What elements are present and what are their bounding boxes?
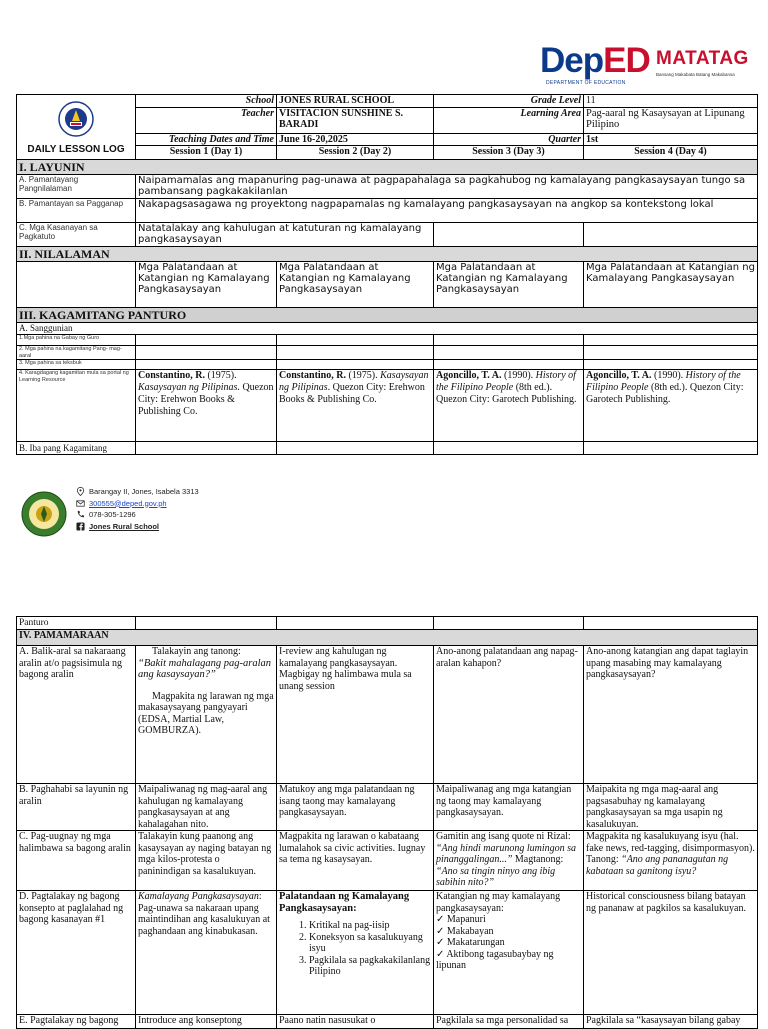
- step-e-s2: Paano natin nasusukat o: [277, 1015, 434, 1029]
- ref-row-4-label: 4. Karagdagang kagamitan mula sa portal ng Learning Resource: [17, 370, 136, 442]
- grade-value: 11: [584, 95, 758, 108]
- ref-s3: Agoncillo, T. A. (1990). History of the Filipino People (8th ed.). Quezon City: Garotech Publishing.: [434, 370, 584, 442]
- step-a-s4: Ano-anong katangian ang dapat taglayin upang masabing may kamalayang pangkasaysayan?: [584, 646, 758, 784]
- layunin-c-text: Natatalakay ang kahulugan at katuturan ng kamalayang pangkasaysayan: [136, 223, 434, 247]
- step-b-s4: Maipakita ng mga mag-aaral ang pagsasabuhay ng kamalayang pangkasaysayan sa mga usapin ng kasalukuyan.: [584, 784, 758, 831]
- footer-phone-row: [76, 509, 199, 521]
- footer-school-row: [76, 521, 199, 533]
- deped-wordmark: DepED: [540, 41, 650, 80]
- footer-info: [76, 486, 199, 532]
- deped-seal-icon: [58, 101, 94, 137]
- check-icon: ✓: [436, 914, 447, 925]
- nilalaman-s3: Mga Palatandaan at Katangian ng Kamalayang Pangkasaysayan: [434, 262, 584, 308]
- session-1-header: Session 1 (Day 1): [136, 146, 277, 160]
- list-item: ✓ Mapanuri: [436, 914, 486, 925]
- step-a-s3: Ano-anong palatandaan ang napag-aralan kahapon?: [434, 646, 584, 784]
- step-c-s1: Talakayin kung paanong ang kasaysayan ay naging batayan ng mga kilos-protesta o paninindigan sa kasalukuyan.: [136, 831, 277, 891]
- step-e-s1: Introduce ang konseptong: [136, 1015, 277, 1029]
- ref-row-3-label: 3. Mga pahina sa teksbuk: [17, 360, 136, 370]
- step-e-s4: Pagkilala sa “kasaysayan bilang gabay: [584, 1015, 758, 1029]
- ref-s4: Agoncillo, T. A. (1990). History of the Filipino People (8th ed.). Quezon City: Garotech Publishing.: [584, 370, 758, 442]
- ref-row-2-label: 2. Mga pahina na kagamitang Pang- mag-aaral: [17, 346, 136, 360]
- ref-s1: Constantino, R. (1975). Kasaysayan ng Pilipinas. Quezon City: Erehwon Books & Publishing Co.: [136, 370, 277, 442]
- pamamaraan-table: [16, 616, 758, 1029]
- phone-icon: [76, 510, 85, 519]
- check-icon: ✓: [436, 925, 447, 937]
- grade-label: Grade Level: [434, 95, 584, 108]
- quarter-value: 1st: [584, 134, 758, 146]
- nilalaman-s4: Mga Palatandaan at Katangian ng Kamalayang Pangkasaysayan: [584, 262, 758, 308]
- list-item: 2. Koneksyon sa kasalukuyang isyu: [309, 932, 431, 955]
- email-icon: [76, 499, 85, 508]
- layunin-b-text: Nakapagsasagawa ng proyektong nagpapamalas ng kamalayang pangkasaysayan na angkop sa kontekstong lokal: [136, 199, 758, 223]
- sanggunian-text: A. Sanggunian: [19, 323, 73, 333]
- facebook-icon: [76, 522, 85, 531]
- step-d-label: D. Pagtalakay ng bagong konsepto at paglalahad ng bagong kasanayan #1: [17, 891, 136, 1015]
- palatandaan-list: [279, 920, 431, 978]
- step-d-s3: Katangian ng may kamalayang pangkasaysayan: ✓ Mapanuri ✓ Makabayan ✓ Makatarungan ✓ Aktibong tagasubaybay ng lipunan: [434, 891, 584, 1015]
- matatag-wordmark: MATATAG: [656, 48, 749, 69]
- section-nilalaman: II. NILALAMAN: [17, 247, 758, 262]
- section-layunin: I. LAYUNIN: [17, 160, 758, 175]
- quarter-label: Quarter: [434, 134, 584, 146]
- list-item: 1. Kritikal na pag-iisip: [309, 920, 431, 932]
- list-item: 3. Pagkilala sa pagkakakilanlang Pilipino: [309, 955, 431, 978]
- step-a-s2: I-review ang kahulugan ng kamalayang pangkasaysayan. Magbigay ng halimbawa mula sa unang session: [277, 646, 434, 784]
- teacher-value: VISITACION SUNSHINE S. BARADI: [277, 108, 434, 134]
- deped-subtitle: DEPARTMENT OF EDUCATION: [546, 80, 626, 86]
- footer-address-row: [76, 486, 199, 498]
- step-d-s4: Historical consciousness bilang batayan ng pananaw at pagkilos sa kasalukuyan.: [584, 891, 758, 1015]
- learning-area-value: Pag-aaral ng Kasaysayan at Lipunang Pilipino: [584, 108, 758, 134]
- lesson-log-table: [16, 94, 758, 455]
- teacher-label: Teacher: [136, 108, 277, 134]
- layunin-b-label: B. Pamantayan sa Pagganap: [17, 199, 136, 223]
- session-2-header: Session 2 (Day 2): [277, 146, 434, 160]
- step-d-s1: Kamalayang Pangkasaysayan: Pag-unawa sa nakaraan upang maintindihan ang kasalukuyan at paghandaan ang kinabukasan.: [136, 891, 277, 1015]
- footer-address: Barangay II, Jones, Isabela 3313: [89, 487, 199, 496]
- footer-phone: 078-305-1296: [89, 510, 136, 519]
- step-a-s1: Talakayin ang tanong: “Bakit mahalagang pag-aralan ang kasaysayan?” Magpakita ng larawan ng mga makasaysayang pangyayari (EDSA, Martial Law, GOMBURZA).: [136, 646, 277, 784]
- step-b-s3: Maipaliwanag ang mga katangian ng taong may kamalayang pangkasaysayan.: [434, 784, 584, 831]
- step-b-s1: Maipaliwanag ng mag-aaral ang kahulugan ng kamalayang pangkasaysayan at ang kahalagahan nito.: [136, 784, 277, 831]
- check-icon: ✓: [436, 948, 447, 960]
- layunin-a-label: A. Pamantayang Pangnilalaman: [17, 175, 136, 199]
- school-seal-icon: [20, 490, 68, 538]
- step-e-s3: Pagkilala sa mga personalidad sa: [434, 1015, 584, 1029]
- school-value: JONES RURAL SCHOOL: [277, 95, 434, 108]
- deped-logo: [540, 41, 652, 86]
- sanggunian-label: [17, 323, 758, 335]
- layunin-c-label: C. Mga Kasanayan sa Pagkatuto: [17, 223, 136, 247]
- page-footer: [20, 484, 320, 540]
- school-seal-cell: [17, 95, 136, 160]
- list-item: ✓ Makabayan: [436, 925, 494, 937]
- learning-area-label: Learning Area: [434, 108, 584, 134]
- check-icon: ✓: [436, 937, 447, 948]
- step-b-s2: Matukoy ang mga palatandaan ng isang taong may kamalayang pangkasaysayan.: [277, 784, 434, 831]
- ref-row-1-label: 1.Mga pahina na Gabay ng Guro: [17, 335, 136, 346]
- footer-school-link[interactable]: Jones Rural School: [89, 521, 160, 531]
- footer-email-link[interactable]: 300555@deped.gov.ph: [89, 498, 167, 508]
- step-c-s2: Magpakita ng larawan o kabataang lumalahok sa civic activities. Iugnay sa tema ng kasaysayan.: [277, 831, 434, 891]
- matatag-tagline: Bansang Makabata Batang Makabansa: [656, 72, 735, 77]
- iba-kagamitan-cont: Panturo: [17, 617, 136, 630]
- school-label: School: [136, 95, 277, 108]
- session-3-header: Session 3 (Day 3): [434, 146, 584, 160]
- list-item: ✓ Makatarungan: [436, 937, 505, 948]
- nilalaman-s2: Mga Palatandaan at Katangian ng Kamalayang Pangkasaysayan: [277, 262, 434, 308]
- dates-value: June 16-20,2025: [277, 134, 434, 146]
- footer-email-row: [76, 498, 199, 510]
- nilalaman-s1: Mga Palatandaan at Katangian ng Kamalayang Pangkasaysayan: [136, 262, 277, 308]
- step-c-s4: Magpakita ng kasalukuyang isyu (hal. fake news, red-tagging, disimpormasyon). Tanong: “Ano ang pananagutan ng kabataan sa ganitong isyu?: [584, 831, 758, 891]
- list-item: ✓ Aktibong tagasubaybay ng lipunan: [436, 948, 554, 971]
- matatag-logo: [656, 48, 756, 84]
- location-pin-icon: [76, 487, 85, 496]
- section-kagamitan: III. KAGAMITANG PANTURO: [17, 308, 758, 323]
- iba-kagamitan-label: B. Iba pang Kagamitang: [17, 442, 136, 455]
- step-b-label: B. Paghahabi sa layunin ng aralin: [17, 784, 136, 831]
- step-e-label: E. Pagtalakay ng bagong: [17, 1015, 136, 1029]
- step-c-label: C. Pag-uugnay ng mga halimbawa sa bagong aralin: [17, 831, 136, 891]
- dates-label: Teaching Dates and Time: [136, 134, 277, 146]
- layunin-a-text: Naipamamalas ang mapanuring pag-unawa at pagpapahalaga sa pagkahubog ng kamalayang pangkasaysayan tungo sa pambansang pagkakakilanlan: [136, 175, 758, 199]
- ref-s2: Constantino, R. (1975). Kasaysayan ng Pilipinas. Quezon City: Erehwon Books & Publishing Co.: [277, 370, 434, 442]
- step-c-s3: Gamitin ang isang quote ni Rizal: “Ang hindi marunong lumingon sa pinanggalingan...” Magtanong: “Ano sa tingin ninyo ang ibig sabihin nito?”: [434, 831, 584, 891]
- dll-title: DAILY LESSON LOG: [27, 144, 125, 155]
- step-d-s2: Palatandaan ng Kamalayang Pangkasaysayan: 1. Kritikal na pag-iisip 2. Koneksyon sa kasalukuyang isyu 3. Pagkilala sa pagkakakilanlang Pilipino: [277, 891, 434, 1015]
- step-a-label: A. Balik-aral sa nakaraang aralin at/o pagsisimula ng bagong aralin: [17, 646, 136, 784]
- session-4-header: Session 4 (Day 4): [584, 146, 758, 160]
- section-pamamaraan: IV. PAMAMARAAN: [17, 630, 758, 646]
